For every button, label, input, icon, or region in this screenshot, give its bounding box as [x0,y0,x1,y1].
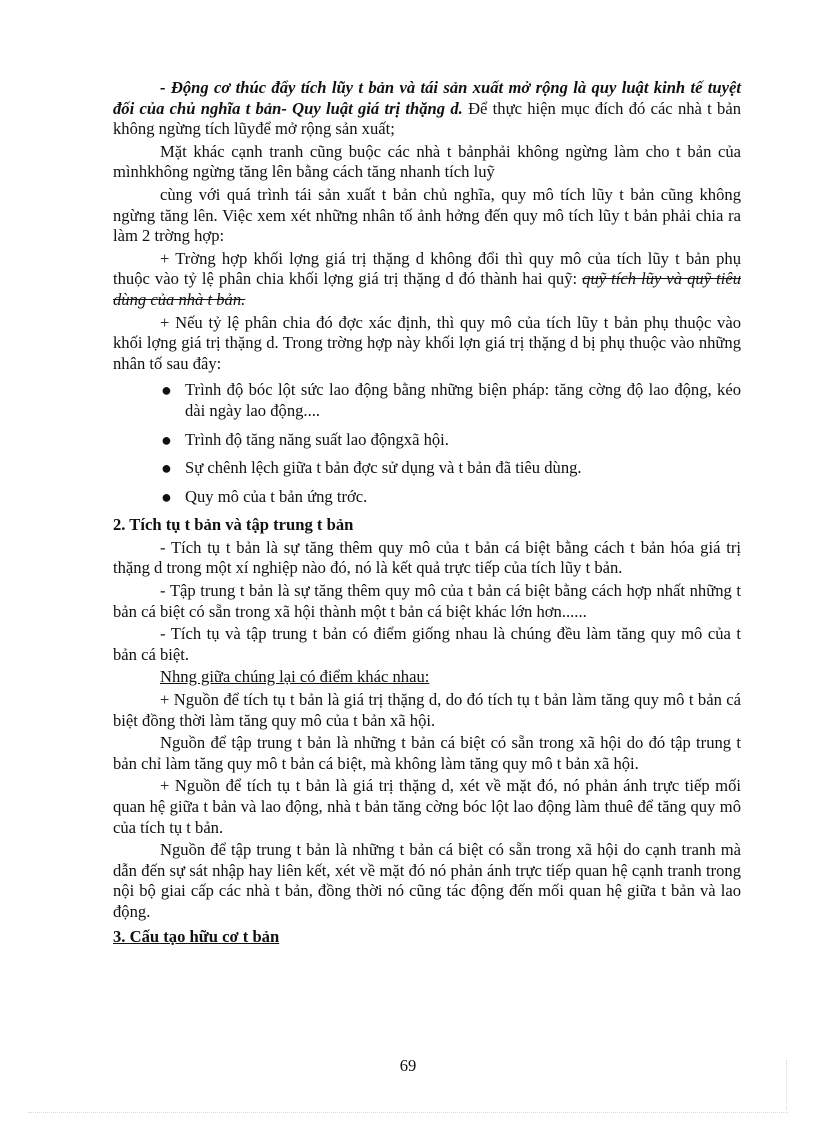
paragraph-6: - Tích tụ t bản là sự tăng thêm quy mô của t bản cá biệt bằng cách t bản hóa giá trị thặng d trong một xí nghiệp nào đó, nó là kết quả trực tiếp của tích lũy t bản. [113,537,741,578]
factor-list [113,380,741,507]
bullet-icon: ● [161,429,172,450]
underlined-text: Nhng giữa chúng lại có điểm khác nhau: [160,667,430,687]
paragraph-1-rest: Để thực hiện mục đích đó các nhà t bản không ngừng tích lũyđể mở rộng sản xuất; [113,98,742,139]
paragraph-9 [113,667,741,688]
emphasis-law: - Động cơ thúc đẩy tích lũy t bản và tái sản xuất mở rộng là quy luật kinh tế tuyệt đối của chủ nghĩa t bản- Quy luật giá trị thặng d. [113,78,741,118]
paragraph-2: Mặt khác cạnh tranh cũng buộc các nhà t bảnphải không ngừng làm cho t bản của mìnhkhông ngừng tăng lên bằng cách tăng nhanh tích luỹ [113,141,741,182]
paragraph-10: + Nguồn để tích tụ t bản là giá trị thặng d, do đó tích tụ t bản làm tăng quy mô t bản cá biệt đồng thời làm tăng quy mô của t bản xã hội. [113,690,741,730]
paragraph-4 [113,249,741,311]
section-heading-3: 3. Cấu tạo hữu cơ t bản [113,926,280,946]
paragraph-5: + Nếu tỷ lệ phân chia đó đợc xác định, thì quy mô của tích lũy t bản phụ thuộc vào khối lợng giá trị thặng d. Trong trờng hợp này khối lợn giá trị thặng d bị phụ thuộc vào những nhân tố sau đây: [113,312,741,373]
paragraph-8: - Tích tụ và tập trung t bản có điểm giống nhau là chúng đều làm tăng quy mô của t bản cá biệt. [113,624,741,664]
list-item: ● Quy mô của t bản ứng trớc. [161,486,368,507]
paragraph-3: cùng với quá trình tái sản xuất t bản chủ nghĩa, quy mô tích lũy t bản cũng không ngừng tăng lên. Việc xem xét những nhân tố ảnh hởng đến quy mô tích lũy t bản phải chia ra làm 2 trờng hợp: [113,184,741,246]
paragraph-12: + Nguồn để tích tụ t bản là giá trị thặng d, xét về mặt đó, nó phản ánh trực tiếp mối quan hệ giữa t bản và lao động, nhà t bản tăng cờng bóc lột lao động làm thuê để tăng quy mô của tích tụ t bản. [113,776,741,837]
paragraph-11: Nguồn để tập trung t bản là những t bản cá biệt có sẵn trong xã hội do đó tập trung t bản chỉ làm tăng quy mô t bản cá biệt, mà không làm tăng quy mô t bản xã hội. [113,733,741,773]
list-item: ● Trình độ tăng năng suất lao độngxã hội. [161,429,449,450]
page-border-dotted [28,1112,788,1113]
section-heading-2: 2. Tích tụ t bản và tập trung t bản [113,515,354,535]
bullet-icon: ● [161,380,172,401]
page-corner-dotted [786,1060,787,1110]
bullet-icon: ● [161,486,172,507]
struck-text: quỹ tích lũy và quỹ tiêu dùng của nhà t bản. [113,269,741,309]
paragraph-13: Nguồn để tập trung t bản là những t bản cá biệt có sẵn trong xã hội do cạnh tranh mà dẫn đến sự sát nhập hay liên kết, xét về mặt đó nó phản ánh trực tiếp quan hệ cạnh tranh trong nội bộ giai cấp các nhà t bản, đồng thời nó cũng tác động đến mối quan hệ giữa t bản và lao động. [113,840,741,921]
document-body [113,78,741,949]
paragraph-4-main: + Trờng hợp khối lợng giá trị thặng d không đổi thì quy mô của tích lũy t bản phụ thuộc vào tỷ lệ phân chia khối lợng giá trị thặng d đó thành hai quỹ: [113,248,741,289]
list-item: ● Sự chênh lệch giữa t bản đợc sử dụng và t bản đã tiêu dùng. [161,458,582,479]
page-number: 69 [399,1056,417,1075]
bullet-icon: ● [161,458,172,479]
list-item: ● Trình độ bóc lột sức lao động bằng những biện pháp: tăng cờng độ lao động, kéo dài ngày lao động.... [161,380,741,420]
paragraph-7: - Tập trung t bản là sự tăng thêm quy mô của t bản cá biệt bằng cách hợp nhất những t bản cá biệt có sẵn trong xã hội thành một t bản cá biệt khác lớn hơn...... [113,581,741,621]
paragraph-1 [113,78,741,140]
